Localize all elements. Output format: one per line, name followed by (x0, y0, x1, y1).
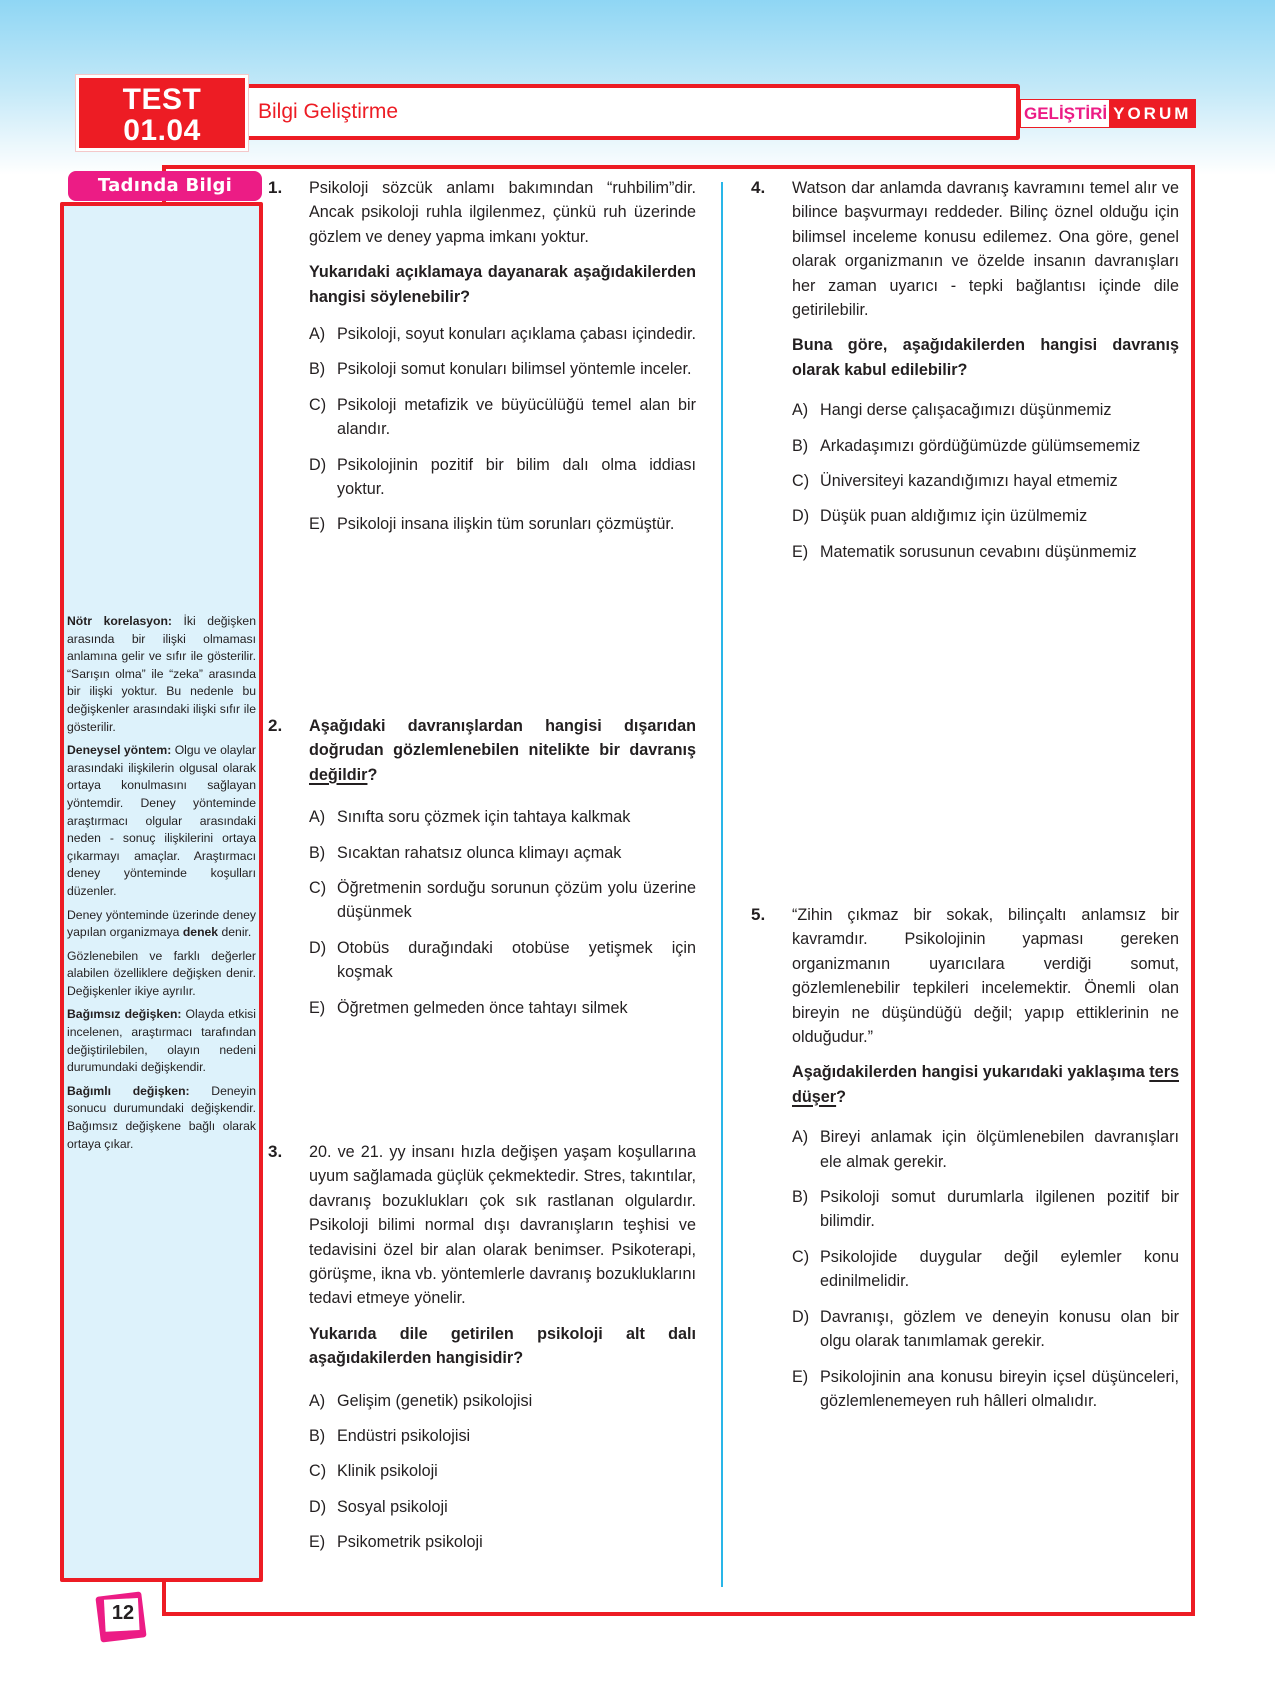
question-stem: 20. ve 21. yy insanı hızla değişen yaşam koşullarına uyum sağlamada güçlük çekmektedir. Stres, takıntılar, davranış bozuklukları çok sık rastlanan olgulardır. Psikoloji bilimi normal dışı davranışların teşhisi ve tedavisini özel bir alan olarak benimser. Psikoterapi, görüşme, ikna vb. yöntemlerle davranış bozukluklarını tedavi etmeye yönelir. (309, 1143, 696, 1308)
question-prompt: Aşağıdaki davranışlardan hangisi dışarıdan doğrudan gözlemlenebilen nitelikte bir davranış değildir? (309, 717, 696, 784)
option-e[interactable]: E) Matematik sorusunun cevabını düşünmemiz (792, 542, 1137, 561)
question-5 (751, 903, 1179, 1424)
option-c[interactable]: C) Psikoloji metafizik ve büyücülüğü temel alan bir alandır. (309, 395, 696, 439)
question-prompt: Buna göre, aşağıdakilerden hangisi davranış olarak kabul edilebilir? (792, 336, 1179, 379)
question-3 (268, 1140, 696, 1566)
question-1 (268, 176, 696, 548)
emphasis-underlined: ters düşer (792, 1063, 1179, 1106)
page-title: Bilgi Geliştirme (258, 100, 399, 123)
question-number: 4. (751, 178, 766, 197)
option-b[interactable]: B) Psikoloji somut durumlarla ilgilenen pozitif bir bilimdir. (792, 1188, 1179, 1231)
sidebar-term: Deneysel yöntem: (67, 743, 172, 758)
option-b[interactable]: B) Endüstri psikolojisi (309, 1427, 471, 1446)
test-label: TEST (122, 83, 202, 116)
test-badge (76, 75, 248, 151)
option-e[interactable]: E) Psikoloji insana ilişkin tüm sorunları çözmüştür. (309, 515, 675, 534)
brand-part-1: GELİŞTİRİ (1021, 100, 1109, 127)
question-prompt: Yukarıdaki açıklamaya dayanarak aşağıdakilerden hangisi söylenebilir? (309, 263, 696, 306)
option-a[interactable]: A) Sınıfta soru çözmek için tahtaya kalkmak (309, 808, 631, 827)
options-list (309, 322, 696, 537)
column-divider (721, 182, 723, 1587)
option-a[interactable]: A) Gelişim (genetik) psikolojisi (309, 1391, 533, 1410)
sidebar-term: denek (182, 925, 219, 940)
option-e[interactable]: E) Psikolojinin ana konusu bireyin içsel düşünceleri, gözlemlenemeyen ruh hâlleri olmalıdır. (792, 1367, 1179, 1410)
option-a[interactable]: A) Hangi derse çalışacağımızı düşünmemiz (792, 401, 1112, 420)
sidebar-entry: Bağımsız değişken: Olayda etkisi incelenen, araştırmacı tarafından değiştirilebilen, olayın nedeni durumundaki değişkendir. (67, 1007, 256, 1075)
sidebar-title: Tadında Bilgi (68, 171, 262, 201)
question-prompt: Aşağıdakilerden hangisi yukarıdaki yaklaşıma ters düşer? (792, 1063, 1179, 1106)
option-b[interactable]: B) Psikoloji somut konuları bilimsel yöntemle inceler. (309, 360, 692, 379)
option-e[interactable]: E) Psikometrik psikoloji (309, 1533, 483, 1552)
option-d[interactable]: D) Sosyal psikoloji (309, 1497, 448, 1516)
brand-part-2: YORUM (1109, 100, 1195, 127)
option-b[interactable]: B) Sıcaktan rahatsız olunca klimayı açmak (309, 843, 622, 862)
question-number: 2. (268, 716, 283, 735)
options-list (792, 398, 1179, 564)
sidebar-term: Bağımlı değişken: (67, 1083, 190, 1098)
question-4 (751, 176, 1179, 575)
sidebar-entry: Bağımlı değişken: Deneyin sonucu durumundaki değişkendir. Bağımsız değişkene bağlı olarak ortaya çıkar. (67, 1083, 256, 1151)
brand-logo (1020, 99, 1196, 128)
question-stem: Watson dar anlamda davranış kavramını temel alır ve bilince başvurmayı reddeder. Bilinç öznel olduğu için bilimsel inceleme konusu edilemez. Ona göre, genel olarak organizmanın ve özelde insanın davranışları her zaman uyarıcı - tepki bağlantısı içinde dile getirilebilir. (792, 179, 1179, 320)
sidebar-entry: Gözlenebilen ve farklı değerler alabilen özelliklere değişken denir. Değişkenler ikiye ayrılır. (67, 948, 256, 998)
sidebar-term: Nötr korelasyon: (67, 614, 172, 628)
question-2 (268, 714, 696, 1031)
page-number: 12 (111, 1602, 135, 1624)
option-d[interactable]: D) Psikolojinin pozitif bir bilim dalı olma iddiası yoktur. (309, 455, 696, 499)
sidebar-entry: Deney yönteminde üzerinde deney yapılan organizmaya denek denir. (67, 907, 256, 940)
sidebar-entry: Deneysel yöntem: Olgu ve olaylar arasındaki ilişkilerin olgusal olarak ortaya konulmasını sağlayan yöntemdir. Deney yönteminde araştırmacı olgular arasındaki neden - sonuç ilişkilerini ortaya çıkarmayı amaçlar. Araştırmacı deney yönteminde koşulları düzenler. (67, 743, 256, 898)
question-number: 3. (268, 1142, 283, 1161)
test-number: 01.04 (123, 114, 201, 147)
sidebar-term: Bağımsız değişken: (67, 1007, 182, 1022)
question-stem: Psikoloji sözcük anlamı bakımından “ruhbilim”dir. Ancak psikoloji ruhla ilgilenmez, çünkü ruh üzerinde gözlem ve deney yapma imkanı yoktur. (309, 179, 696, 246)
options-list (309, 805, 696, 1020)
option-a[interactable]: A) Psikoloji, soyut konuları açıklama çabası içindedir. (309, 325, 696, 344)
sidebar-entry: Nötr korelasyon: İki değişken arasında bir ilişki olmaması anlamına gelir ve sıfır ile gösterilir. “Sarışın olma” ile “zeka” arasında bir ilişki yoktur. Bu nedenle bu değişkenler arasındaki ilişki sıfır ile gösterilir. (67, 614, 256, 734)
option-c[interactable]: C) Üniversiteyi kazandığımızı hayal etmemiz (792, 472, 1118, 491)
question-number: 1. (268, 178, 283, 197)
option-c[interactable]: C) Klinik psikoloji (309, 1462, 438, 1481)
option-d[interactable]: D) Davranışı, gözlem ve deneyin konusu olan bir olgu olarak tanımlamak gerekir. (792, 1307, 1179, 1351)
option-d[interactable]: D) Düşük puan aldığımız için üzülmemiz (792, 507, 1088, 526)
option-c[interactable]: C) Öğretmenin sorduğu sorunun çözüm yolu üzerine düşünmek (309, 879, 696, 922)
option-d[interactable]: D) Otobüs durağındaki otobüse yetişmek için koşmak (309, 938, 696, 982)
question-number: 5. (751, 905, 766, 924)
emphasis-underlined: değildir (309, 765, 368, 784)
option-e[interactable]: E) Öğretmen gelmeden önce tahtayı silmek (309, 998, 628, 1017)
question-prompt: Yukarıda dile getirilen psikoloji alt dalı aşağıdakilerden hangisidir? (309, 1324, 696, 1368)
option-a[interactable]: A) Bireyi anlamak için ölçümlenebilen davranışları ele almak gerekir. (792, 1128, 1179, 1171)
options-list (309, 1389, 696, 1555)
option-b[interactable]: B) Arkadaşımızı gördüğümüzde gülümsememiz (792, 436, 1141, 455)
sidebar-content (67, 613, 256, 1159)
option-c[interactable]: C) Psikolojide duygular değil eylemler konu edinilmelidir. (792, 1247, 1179, 1291)
question-stem: “Zihin çıkmaz bir sokak, bilinçaltı anlamsız bir kavramdır. Psikolojinin yapması gereken organizmanın uyarıcılara verdiği somut, gözlemlenebilir tepkileri incelemektir. Önemli olan bireyin ne düşündüğü değil; yapıp ettiklerinin ne olduğudur.” (792, 906, 1179, 1047)
options-list (792, 1125, 1179, 1413)
